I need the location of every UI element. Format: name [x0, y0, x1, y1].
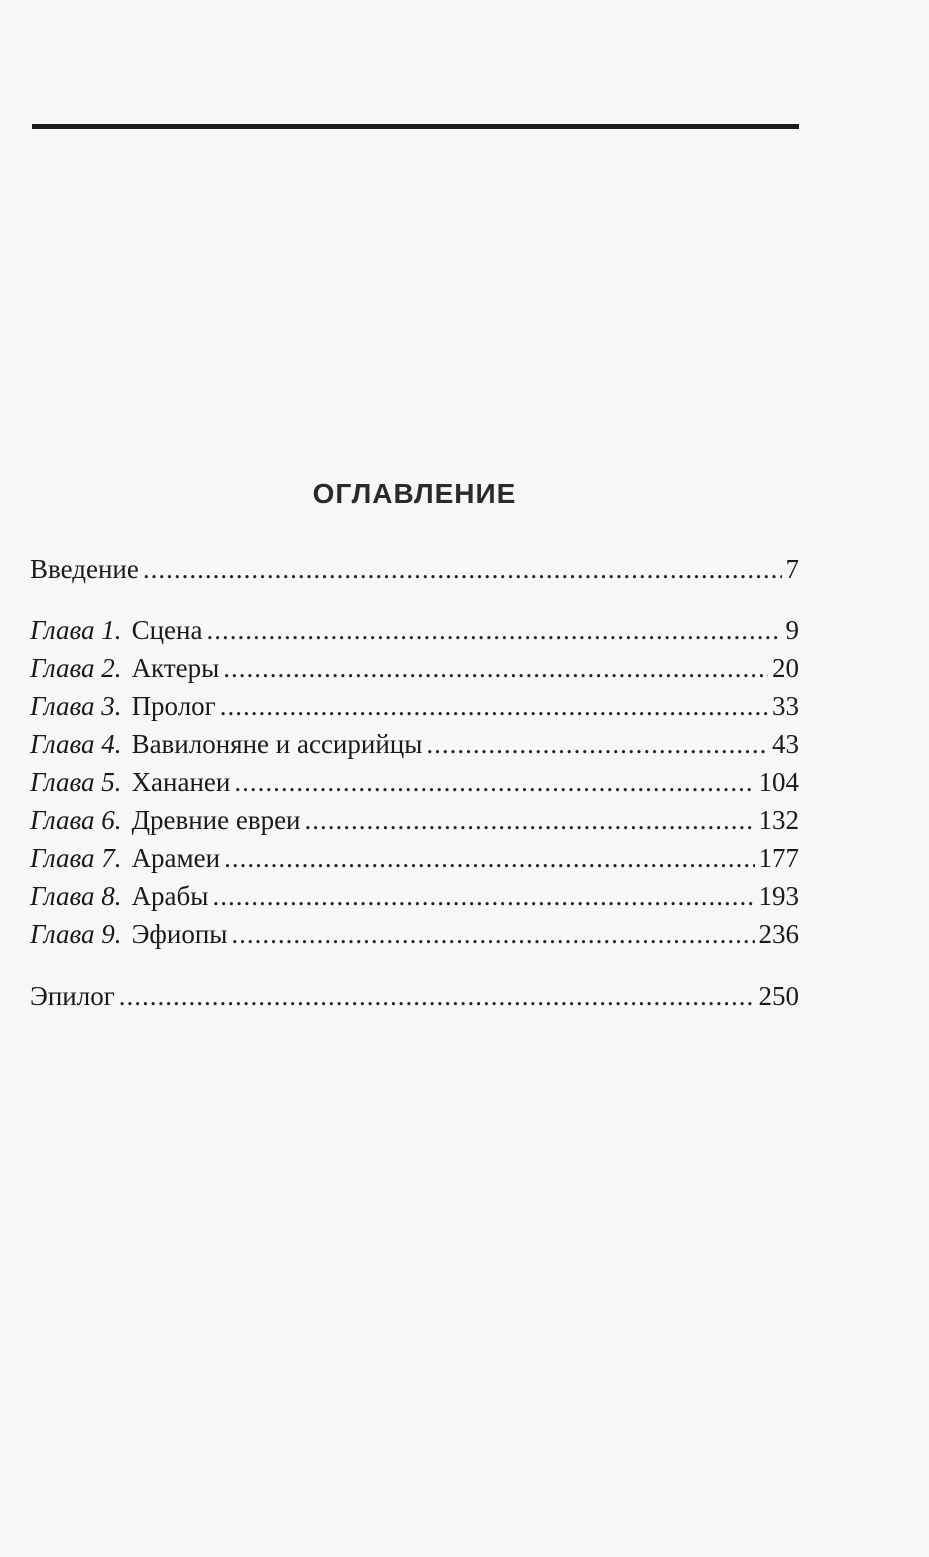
toc-entry-title: Арамеи [131, 843, 221, 873]
toc-entry-chapter-1 [30, 612, 799, 648]
toc-entry-chapter-label: Глава 4. [30, 729, 122, 759]
toc-entry-page: 33 [772, 691, 799, 721]
toc-entry-chapter-9 [30, 916, 799, 952]
toc-entry-title: Актеры [131, 653, 220, 683]
toc-entry-chapter-label: Глава 7. [30, 843, 122, 873]
toc-entry-title: Сцена [131, 615, 203, 645]
toc-entry-title: Эфиопы [131, 919, 228, 949]
dot-leader [231, 916, 754, 952]
toc-entry-page: 20 [772, 653, 799, 683]
toc-entry-chapter-3 [30, 688, 799, 724]
dot-leader [143, 551, 782, 587]
dot-leader [224, 840, 754, 876]
toc-entry-introduction [30, 551, 799, 587]
dot-leader [220, 688, 768, 724]
toc-entry-chapter-6 [30, 802, 799, 838]
toc-entry-page: 132 [758, 805, 799, 835]
toc-heading: ОГЛАВЛЕНИЕ [312, 478, 517, 509]
toc-entry-chapter-2 [30, 650, 799, 686]
toc-entry-page: 9 [785, 615, 799, 645]
toc-entry-chapter-8 [30, 878, 799, 914]
toc-entry-page: 236 [758, 919, 799, 949]
toc-entry-page: 7 [785, 554, 799, 584]
toc-entry-chapter-label: Глава 9. [30, 919, 122, 949]
toc-entry-page: 193 [758, 881, 799, 911]
toc-entry-title: Вавилоняне и ассирийцы [131, 729, 423, 759]
toc-entry-page: 104 [758, 767, 799, 797]
toc-entry-chapter-label: Глава 8. [30, 881, 122, 911]
dot-leader [119, 978, 755, 1014]
toc-entry-page: 43 [772, 729, 799, 759]
top-rule [32, 124, 799, 129]
toc-entry-title: Введение [30, 554, 139, 584]
toc-entry-chapter-label: Глава 3. [30, 691, 122, 721]
toc-entry-title: Хананеи [131, 767, 231, 797]
dot-leader [223, 650, 768, 686]
toc-entry-title: Эпилог [30, 981, 115, 1011]
toc-entry-chapter-label: Глава 2. [30, 653, 122, 683]
dot-leader [212, 878, 754, 914]
toc-entry-chapter-5 [30, 764, 799, 800]
toc-entry-title: Пролог [131, 691, 216, 721]
toc-entry-chapter-label: Глава 6. [30, 805, 122, 835]
dot-leader [234, 764, 754, 800]
toc-entry-chapter-7 [30, 840, 799, 876]
dot-leader [206, 612, 781, 648]
toc-entry-title: Арабы [131, 881, 209, 911]
toc-entry-page: 250 [758, 981, 799, 1011]
toc-entry-title: Древние евреи [131, 805, 301, 835]
toc-entry-chapter-label: Глава 1. [30, 615, 122, 645]
toc-entry-chapter-label: Глава 5. [30, 767, 122, 797]
dot-leader [426, 726, 768, 762]
toc-entry-page: 177 [758, 843, 799, 873]
toc-entry-chapter-4 [30, 726, 799, 762]
dot-leader [305, 802, 755, 838]
toc-entry-epilogue [30, 978, 799, 1014]
